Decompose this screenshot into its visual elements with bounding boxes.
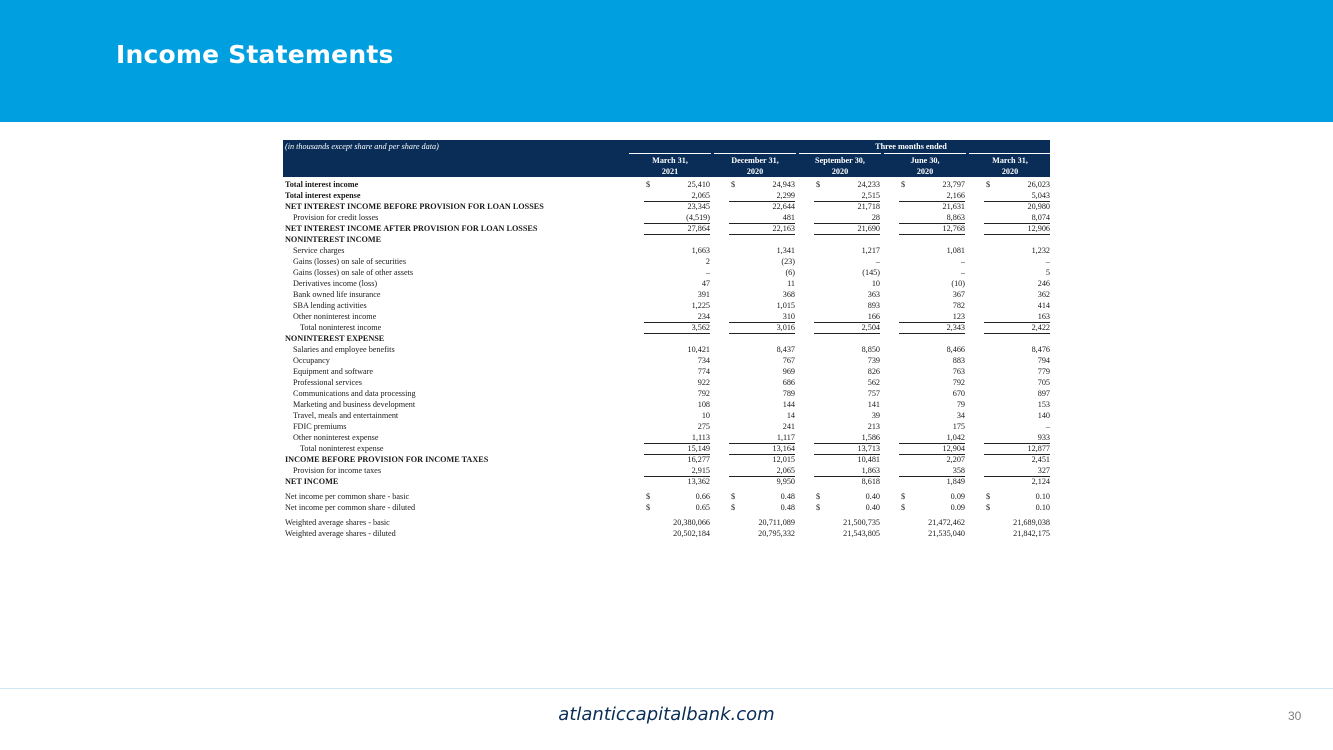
table-cell: 144: [782, 400, 795, 409]
table-cell: 16,277: [687, 455, 710, 464]
table-cell: –: [875, 257, 880, 266]
row-label: Net income per common share - diluted: [285, 503, 416, 512]
table-cell: 0.40: [865, 503, 880, 512]
table-cell: 22,644: [772, 202, 795, 211]
table-row: [283, 528, 1050, 539]
table-cell: 1,015: [776, 301, 795, 310]
table-cell: 12,877: [984, 443, 1050, 455]
period-label: Three months ended: [875, 142, 947, 151]
table-cell: 23,797: [942, 180, 965, 189]
table-cell: 0.66: [695, 492, 710, 501]
table-cell: 705: [1037, 378, 1050, 387]
table-row: [283, 491, 1050, 502]
table-cell: –: [705, 268, 710, 277]
table-cell: 47: [701, 279, 710, 288]
table-cell: 2,451: [1031, 455, 1050, 464]
table-cell: 2,422: [984, 322, 1050, 334]
table-row: [283, 333, 1050, 344]
table-cell: 933: [984, 432, 1050, 444]
table-cell: 2,207: [946, 455, 965, 464]
row-label: Provision for income taxes: [293, 466, 381, 475]
row-label: Travel, meals and entertainment: [293, 411, 399, 420]
table-cell: 686: [782, 378, 795, 387]
table-cell: 10,421: [687, 345, 710, 354]
table-cell: 12,904: [899, 443, 965, 455]
table-cell: 140: [1037, 411, 1050, 420]
table-cell: 8,466: [946, 345, 965, 354]
table-cell: 15,149: [644, 443, 710, 455]
table-cell: 1,663: [691, 246, 710, 255]
table-row: [283, 311, 1050, 322]
table-cell: 826: [867, 367, 880, 376]
table-row: [283, 421, 1050, 432]
table-cell: 234: [644, 311, 710, 323]
row-label: Gains (losses) on sale of other assets: [293, 268, 414, 277]
row-label: Communications and data processing: [293, 389, 416, 398]
table-cell: 774: [697, 367, 710, 376]
row-label: NET INTEREST INCOME BEFORE PROVISION FOR LOAN LOSSES: [285, 202, 544, 211]
table-cell: 24,233: [857, 180, 880, 189]
table-cell: 21,689,038: [1013, 518, 1050, 527]
table-cell: 11: [787, 279, 795, 288]
dollar-sign: $: [901, 180, 906, 189]
table-cell: 789: [782, 389, 795, 398]
table-cell: 2,915: [644, 465, 710, 477]
table-cell: 310: [729, 311, 795, 323]
table-row: [283, 201, 1050, 212]
table-row: [283, 179, 1050, 190]
table-cell: 20,502,184: [673, 529, 710, 538]
table-cell: 0.48: [780, 492, 795, 501]
column-header: March 31, 2020: [969, 153, 1051, 177]
table-row: [283, 443, 1050, 454]
table-cell: 2,124: [1031, 477, 1050, 486]
table-cell: 481: [729, 212, 795, 224]
table-cell: 1,849: [946, 477, 965, 486]
table-cell: (6): [785, 268, 795, 277]
table-cell: 246: [1037, 279, 1050, 288]
page-number: 30: [1288, 709, 1302, 723]
column-header: December 31, 2020: [714, 153, 796, 177]
table-cell: 391: [697, 290, 710, 299]
table-cell: 2,065: [729, 465, 795, 477]
table-cell: 562: [867, 378, 880, 387]
table-cell: 897: [1037, 389, 1050, 398]
table-cell: 779: [1037, 367, 1050, 376]
table-row: [283, 267, 1050, 278]
row-label: NET INTEREST INCOME AFTER PROVISION FOR LOAN LOSSES: [285, 224, 538, 233]
table-row: [283, 289, 1050, 300]
table-cell: 5: [1045, 268, 1050, 277]
table-cell: 1,042: [899, 432, 965, 444]
table-row: [283, 245, 1050, 256]
table-cell: 141: [867, 400, 880, 409]
table-cell: 20,980: [1027, 202, 1050, 211]
dollar-sign: $: [816, 503, 821, 512]
table-cell: 213: [867, 422, 880, 431]
row-label: NONINTEREST EXPENSE: [285, 334, 385, 343]
column-header: March 31, 2021: [629, 153, 711, 177]
table-cell: (4,519): [644, 212, 710, 224]
table-cell: 21,472,462: [928, 518, 965, 527]
table-cell: 10: [871, 279, 880, 288]
table-cell: 0.09: [950, 492, 965, 501]
header-banner: [0, 0, 1333, 122]
table-cell: 175: [952, 422, 965, 431]
dollar-sign: $: [646, 492, 651, 501]
table-cell: 13,713: [814, 443, 880, 455]
row-label: Total noninterest expense: [300, 444, 384, 453]
table-row: [283, 278, 1050, 289]
table-cell: 241: [782, 422, 795, 431]
table-row: [283, 476, 1050, 487]
dollar-sign: $: [731, 503, 736, 512]
table-cell: 10: [701, 411, 710, 420]
table-cell: –: [1045, 257, 1050, 266]
table-cell: 27,864: [644, 223, 710, 235]
table-row: [283, 223, 1050, 234]
dollar-sign: $: [646, 180, 651, 189]
table-cell: 893: [867, 301, 880, 310]
table-cell: 26,023: [1027, 180, 1050, 189]
table-cell: 0.65: [695, 503, 710, 512]
table-cell: 25,410: [687, 180, 710, 189]
income-statement-table: [283, 140, 1050, 539]
dollar-sign: $: [986, 503, 991, 512]
table-cell: 2,343: [899, 322, 965, 334]
row-label: Service charges: [293, 246, 345, 255]
table-cell: 12,768: [899, 223, 965, 235]
table-cell: 12,906: [984, 223, 1050, 235]
table-cell: 21,690: [814, 223, 880, 235]
table-row: [283, 344, 1050, 355]
row-label: Professional services: [293, 378, 362, 387]
column-header: June 30, 2020: [884, 153, 966, 177]
row-label: Other noninterest expense: [293, 433, 379, 442]
row-label: Salaries and employee benefits: [293, 345, 395, 354]
table-row: [283, 517, 1050, 528]
table-row: [283, 377, 1050, 388]
table-cell: 8,074: [984, 212, 1050, 224]
table-cell: 2,515: [814, 190, 880, 202]
row-label: Total noninterest income: [300, 323, 382, 332]
table-cell: 24,943: [772, 180, 795, 189]
table-cell: 21,631: [942, 202, 965, 211]
table-cell: 763: [952, 367, 965, 376]
table-cell: 358: [899, 465, 965, 477]
table-cell: 21,535,040: [928, 529, 965, 538]
table-cell: 670: [952, 389, 965, 398]
table-cell: 1,232: [1031, 246, 1050, 255]
table-cell: 1,217: [861, 246, 880, 255]
table-cell: 362: [1037, 290, 1050, 299]
table-body: [283, 179, 1050, 539]
table-cell: 28: [814, 212, 880, 224]
row-label: Total interest expense: [285, 191, 361, 200]
table-cell: 12,015: [772, 455, 795, 464]
table-cell: 8,850: [861, 345, 880, 354]
table-cell: 883: [952, 356, 965, 365]
table-cell: 782: [952, 301, 965, 310]
table-row: [283, 322, 1050, 333]
table-row: [283, 234, 1050, 245]
table-cell: 2: [705, 257, 710, 266]
table-cell: 1,225: [691, 301, 710, 310]
table-cell: –: [960, 268, 965, 277]
table-cell: 1,863: [814, 465, 880, 477]
table-cell: (145): [862, 268, 880, 277]
table-row: [283, 366, 1050, 377]
table-cell: 163: [984, 311, 1050, 323]
table-cell: 368: [782, 290, 795, 299]
row-label: Total interest income: [285, 180, 359, 189]
table-cell: 34: [956, 411, 965, 420]
dollar-sign: $: [646, 503, 651, 512]
table-row: [283, 502, 1050, 513]
table-cell: 23,345: [687, 202, 710, 211]
table-cell: 2,299: [729, 190, 795, 202]
table-cell: 8,476: [1031, 345, 1050, 354]
table-cell: 922: [697, 378, 710, 387]
row-label: Weighted average shares - basic: [285, 518, 390, 527]
row-label: Other noninterest income: [293, 312, 377, 321]
table-cell: 0.09: [950, 503, 965, 512]
table-cell: 8,618: [861, 477, 880, 486]
table-cell: 767: [782, 356, 795, 365]
table-cell: 20,711,089: [758, 518, 795, 527]
dollar-sign: $: [986, 492, 991, 501]
table-cell: 13,164: [729, 443, 795, 455]
table-cell: –: [960, 257, 965, 266]
table-header: [283, 140, 1050, 177]
table-cell: 794: [1037, 356, 1050, 365]
table-cell: 2,166: [899, 190, 965, 202]
dollar-sign: $: [731, 180, 736, 189]
table-cell: 792: [697, 389, 710, 398]
table-cell: 39: [871, 411, 880, 420]
table-cell: –: [1045, 422, 1050, 431]
row-label: NONINTEREST INCOME: [285, 235, 382, 244]
table-cell: 2,504: [814, 322, 880, 334]
table-cell: 1,117: [729, 432, 795, 444]
row-label: Gains (losses) on sale of securities: [293, 257, 407, 266]
table-cell: 1,113: [644, 432, 710, 444]
row-label: INCOME BEFORE PROVISION FOR INCOME TAXES: [285, 455, 489, 464]
dollar-sign: $: [816, 492, 821, 501]
table-row: [283, 410, 1050, 421]
dollar-sign: $: [901, 503, 906, 512]
table-row: [283, 212, 1050, 223]
table-cell: 108: [697, 400, 710, 409]
table-row: [283, 300, 1050, 311]
table-cell: 0.40: [865, 492, 880, 501]
table-cell: 166: [814, 311, 880, 323]
table-cell: 275: [697, 422, 710, 431]
table-cell: 367: [952, 290, 965, 299]
table-row: [283, 256, 1050, 267]
table-cell: 5,043: [984, 190, 1050, 202]
table-cell: 21,842,175: [1013, 529, 1050, 538]
table-cell: 21,543,805: [843, 529, 880, 538]
row-label: Equipment and software: [293, 367, 374, 376]
table-row: [283, 190, 1050, 201]
table-cell: 792: [952, 378, 965, 387]
page-title: Income Statements: [116, 40, 394, 69]
table-cell: 22,163: [729, 223, 795, 235]
table-cell: 13,362: [687, 477, 710, 486]
dollar-sign: $: [901, 492, 906, 501]
table-cell: 8,437: [776, 345, 795, 354]
table-row: [283, 388, 1050, 399]
row-label: NET INCOME: [285, 477, 339, 486]
dollar-sign: $: [731, 492, 736, 501]
table-cell: 8,863: [899, 212, 965, 224]
units-note: (in thousands except share and per share data): [285, 142, 439, 151]
table-cell: 79: [956, 400, 965, 409]
dollar-sign: $: [816, 180, 821, 189]
table-cell: (23): [781, 257, 795, 266]
table-row: [283, 355, 1050, 366]
table-cell: 1,341: [776, 246, 795, 255]
table-cell: 20,795,332: [758, 529, 795, 538]
table-cell: 757: [867, 389, 880, 398]
table-cell: 14: [786, 411, 795, 420]
table-cell: 0.10: [1035, 492, 1050, 501]
website-link[interactable]: atlanticcapitalbank.com: [558, 704, 775, 725]
table-cell: 327: [984, 465, 1050, 477]
table-cell: 414: [1037, 301, 1050, 310]
table-cell: 734: [697, 356, 710, 365]
dollar-sign: $: [986, 180, 991, 189]
table-cell: 3,016: [729, 322, 795, 334]
table-cell: 153: [1037, 400, 1050, 409]
table-cell: 969: [782, 367, 795, 376]
table-cell: 1,586: [814, 432, 880, 444]
row-label: Bank owned life insurance: [293, 290, 381, 299]
table-cell: 0.10: [1035, 503, 1050, 512]
row-label: Weighted average shares - diluted: [285, 529, 396, 538]
row-label: Derivatives income (loss): [293, 279, 378, 288]
table-row: [283, 432, 1050, 443]
table-cell: 20,380,066: [673, 518, 710, 527]
row-label: FDIC premiums: [293, 422, 347, 431]
table-cell: 1,081: [946, 246, 965, 255]
table-cell: 21,718: [857, 202, 880, 211]
table-row: [283, 454, 1050, 465]
row-label: Marketing and business development: [293, 400, 416, 409]
column-header: September 30, 2020: [799, 153, 881, 177]
row-label: SBA lending activities: [293, 301, 367, 310]
table-cell: 123: [899, 311, 965, 323]
table-cell: 10,481: [857, 455, 880, 464]
table-cell: 363: [867, 290, 880, 299]
table-cell: 9,950: [776, 477, 795, 486]
table-row: [283, 465, 1050, 476]
table-cell: 0.48: [780, 503, 795, 512]
row-label: Net income per common share - basic: [285, 492, 410, 501]
table-cell: 21,500,735: [843, 518, 880, 527]
table-cell: (10): [951, 279, 965, 288]
table-cell: 3,562: [644, 322, 710, 334]
table-cell: 2,065: [644, 190, 710, 202]
row-label: Provision for credit losses: [293, 213, 379, 222]
table-cell: 739: [867, 356, 880, 365]
footer-divider: [0, 688, 1333, 689]
row-label: Occupancy: [293, 356, 330, 365]
table-row: [283, 399, 1050, 410]
